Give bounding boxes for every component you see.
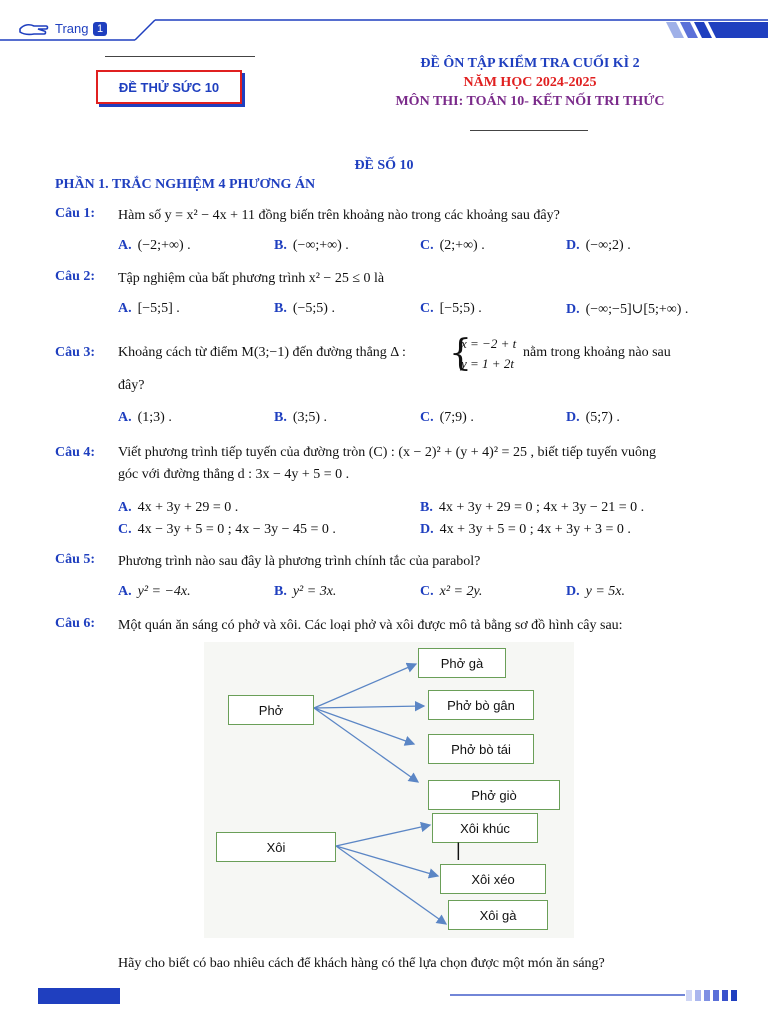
option-value: (3;5) . bbox=[292, 410, 328, 425]
option-key: B. bbox=[274, 584, 287, 599]
option-value: (−∞;+∞) . bbox=[292, 238, 349, 253]
tree-node-pho: Phở bbox=[228, 695, 314, 725]
question-5-text: Phương trình nào sau đây là phương trình chính tắc của parabol? bbox=[118, 554, 481, 569]
option-key: A. bbox=[118, 410, 132, 425]
page-header bbox=[0, 14, 768, 44]
question-6-text: Một quán ăn sáng có phở và xôi. Các loại phở và xôi được mô tả bằng sơ đồ hình cây sau: bbox=[118, 618, 623, 633]
question-1-label: Câu 1: bbox=[55, 206, 96, 221]
option-key: B. bbox=[274, 301, 287, 316]
option-key: C. bbox=[420, 301, 434, 316]
title-block bbox=[360, 54, 700, 111]
decorative-rule bbox=[105, 56, 255, 57]
option-key: D. bbox=[566, 410, 580, 425]
tree-node-pho-bo-gan: Phở bò gân bbox=[428, 690, 534, 720]
option-value: [−5;5) . bbox=[439, 301, 482, 316]
question-4-label: Câu 4: bbox=[55, 445, 96, 460]
option-key: B. bbox=[420, 500, 433, 515]
tree-node-xoi-ga: Xôi gà bbox=[448, 900, 548, 930]
option-key: C. bbox=[420, 410, 434, 425]
page-label: Trang bbox=[55, 21, 89, 36]
option-value: (−2;+∞) . bbox=[137, 238, 191, 253]
title-line-2: NĂM HỌC 2024-2025 bbox=[463, 75, 597, 90]
footer-rule bbox=[440, 986, 750, 1006]
question-3-text-line2: đây? bbox=[118, 378, 145, 393]
exam-number: ĐỀ SỐ 10 bbox=[354, 158, 414, 173]
q1-option-c[interactable] bbox=[420, 238, 485, 254]
tree-separator: | bbox=[456, 840, 461, 860]
q3-option-d[interactable] bbox=[566, 410, 620, 426]
q2-option-a[interactable] bbox=[118, 301, 180, 317]
q2-option-d[interactable] bbox=[566, 301, 688, 318]
option-key: D. bbox=[420, 522, 434, 537]
question-3-text-after: nằm trong khoảng nào sau bbox=[523, 345, 671, 360]
option-value: y = 5x. bbox=[585, 584, 625, 599]
q5-option-a[interactable] bbox=[118, 584, 191, 600]
q1-option-b[interactable] bbox=[274, 238, 349, 254]
q3-system bbox=[461, 334, 516, 374]
q3-option-a[interactable] bbox=[118, 410, 172, 426]
header-rule bbox=[0, 14, 768, 44]
option-key: D. bbox=[566, 584, 580, 599]
q3-option-c[interactable] bbox=[420, 410, 474, 426]
option-value: (2;+∞) . bbox=[439, 238, 485, 253]
title-line-1: ĐỀ ÔN TẬP KIỂM TRA CUỐI KÌ 2 bbox=[420, 56, 640, 71]
q4-option-b[interactable] bbox=[420, 500, 644, 516]
q4-option-c[interactable] bbox=[118, 522, 336, 538]
option-key: D. bbox=[566, 238, 580, 253]
tree-node-pho-ga: Phở gà bbox=[418, 648, 506, 678]
question-5-label: Câu 5: bbox=[55, 552, 96, 567]
tree-node-xoi: Xôi bbox=[216, 832, 336, 862]
q1-option-a[interactable] bbox=[118, 238, 191, 254]
tree-node-pho-bo-tai: Phở bò tái bbox=[428, 734, 534, 764]
option-value: 4x + 3y + 5 = 0 ; 4x + 3y + 3 = 0 . bbox=[439, 522, 631, 537]
tree-node-pho-gio: Phở giò bbox=[428, 780, 560, 810]
option-value: (−∞;−5]∪[5;+∞) . bbox=[585, 302, 689, 317]
option-value: (1;3) . bbox=[137, 410, 172, 425]
option-value: 4x + 3y + 29 = 0 . bbox=[137, 500, 239, 515]
option-value: y² = 3x. bbox=[292, 584, 337, 599]
option-value: 4x + 3y + 29 = 0 ; 4x + 3y − 21 = 0 . bbox=[438, 500, 645, 515]
option-key: A. bbox=[118, 238, 132, 253]
question-6-text-after: Hãy cho biết có bao nhiêu cách để khách hàng có thể lựa chọn được một món ăn sáng? bbox=[118, 956, 605, 971]
q4-option-d[interactable] bbox=[420, 522, 631, 538]
q1-option-d[interactable] bbox=[566, 238, 631, 254]
q5-option-b[interactable] bbox=[274, 584, 336, 600]
q4-option-a[interactable] bbox=[118, 500, 238, 516]
q3-system-line-2: y = 1 + 2t bbox=[461, 356, 514, 371]
section-heading: PHẦN 1. TRẮC NGHIỆM 4 PHƯƠNG ÁN bbox=[55, 177, 316, 192]
option-key: A. bbox=[118, 584, 132, 599]
q5-option-d[interactable] bbox=[566, 584, 625, 600]
q3-brace: { bbox=[449, 333, 472, 374]
exam-badge bbox=[96, 70, 242, 104]
option-value: (−∞;2) . bbox=[585, 238, 631, 253]
option-value: y² = −4x. bbox=[137, 584, 191, 599]
page-number-badge: 1 bbox=[93, 22, 107, 36]
option-value: x² = 2y. bbox=[439, 584, 483, 599]
footer-block bbox=[38, 988, 120, 1004]
exam-badge-label: ĐỀ THỬ SỨC 10 bbox=[118, 79, 220, 95]
option-key: C. bbox=[118, 522, 132, 537]
option-value: (−5;5) . bbox=[292, 301, 335, 316]
option-value: [−5;5] . bbox=[137, 301, 180, 316]
title-line-3: MÔN THI: TOÁN 10- KẾT NỐI TRI THỨC bbox=[395, 94, 665, 109]
question-4-text-line2: góc với đường thẳng d : 3x − 4y + 5 = 0 . bbox=[118, 467, 350, 482]
option-key: A. bbox=[118, 301, 132, 316]
option-key: A. bbox=[118, 500, 132, 515]
question-3-text: Khoảng cách từ điểm M(3;−1) đến đường thẳng Δ : bbox=[118, 345, 406, 360]
tree-node-xoi-xeo: Xôi xéo bbox=[440, 864, 546, 894]
option-value: (7;9) . bbox=[439, 410, 474, 425]
question-2-text: Tập nghiệm của bất phương trình x² − 25 ≤ 0 là bbox=[118, 271, 385, 286]
question-3-label: Câu 3: bbox=[55, 345, 96, 360]
option-value: 4x − 3y + 5 = 0 ; 4x − 3y − 45 = 0 . bbox=[137, 522, 336, 537]
q3-option-b[interactable] bbox=[274, 410, 327, 426]
option-key: B. bbox=[274, 238, 287, 253]
option-key: C. bbox=[420, 584, 434, 599]
tree-node-xoi-khuc: Xôi khúc bbox=[432, 813, 538, 843]
q2-option-b[interactable] bbox=[274, 301, 335, 317]
tree-diagram bbox=[204, 642, 574, 938]
option-key: B. bbox=[274, 410, 287, 425]
q3-system-line-1: x = −2 + t bbox=[461, 336, 517, 351]
title-underline bbox=[470, 130, 588, 131]
question-6-label: Câu 6: bbox=[55, 616, 96, 631]
q2-option-c[interactable] bbox=[420, 301, 482, 317]
question-2-label: Câu 2: bbox=[55, 269, 96, 284]
q5-option-c[interactable] bbox=[420, 584, 482, 600]
option-key: D. bbox=[566, 302, 580, 317]
question-4-text: Viết phương trình tiếp tuyến của đường tròn (C) : (x − 2)² + (y + 4)² = 25 , biết tiếp tuyến vuông bbox=[118, 445, 657, 460]
option-value: (5;7) . bbox=[585, 410, 620, 425]
option-key: C. bbox=[420, 238, 434, 253]
question-1-text: Hàm số y = x² − 4x + 11 đồng biến trên khoảng nào trong các khoảng sau đây? bbox=[118, 208, 560, 223]
